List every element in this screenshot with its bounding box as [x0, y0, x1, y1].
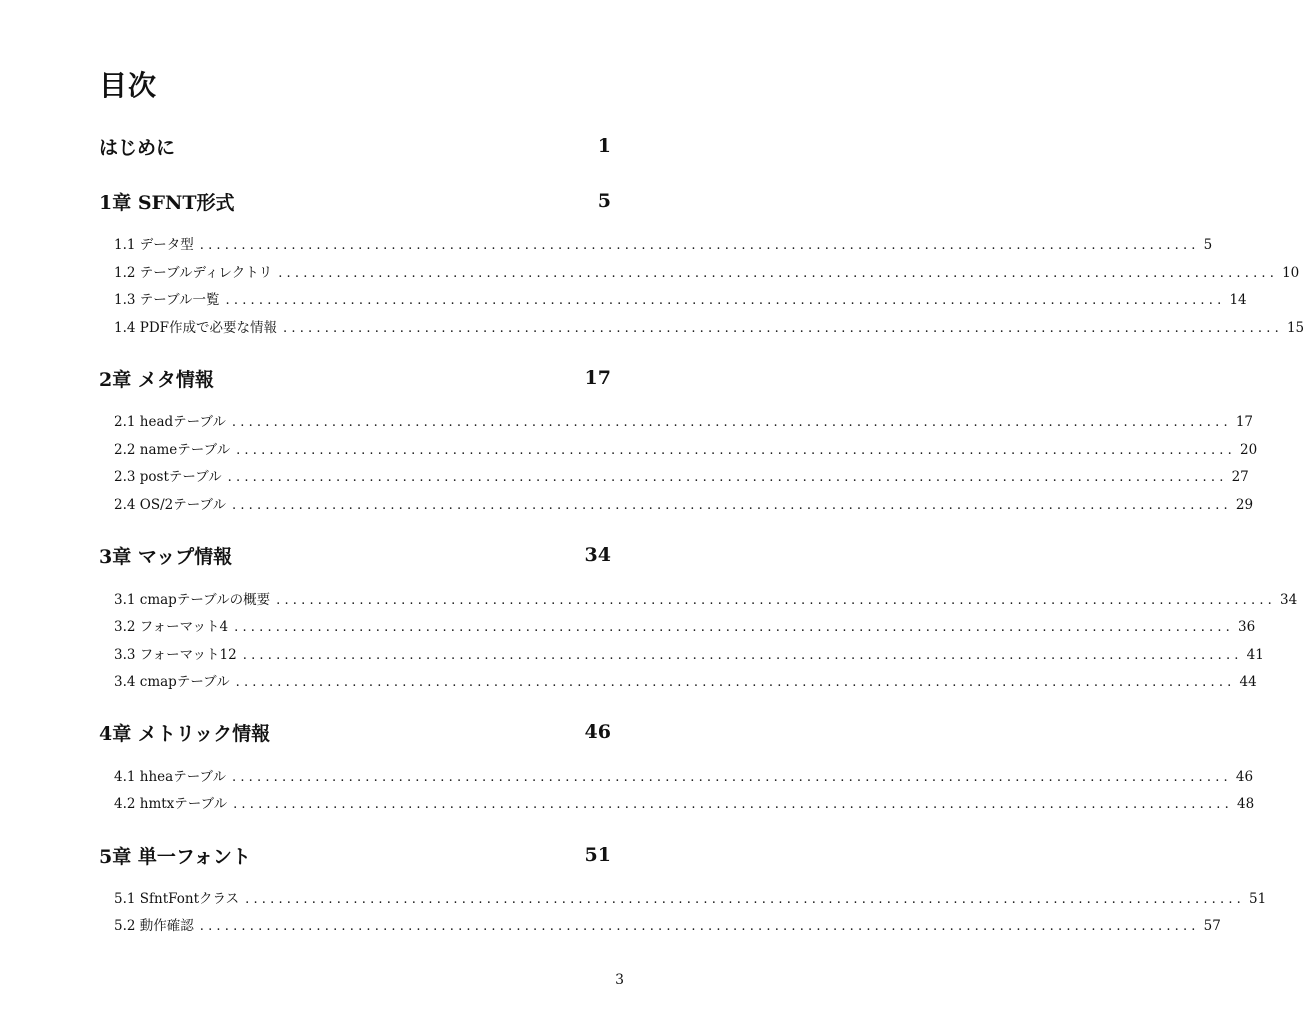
dot-leader: ........................................................................................................................ [227, 470, 1228, 485]
section-title: 4.2 hmtxテーブル [114, 796, 228, 812]
toc-section-1-4[interactable] [114, 316, 1304, 336]
toc-section-1-3[interactable] [114, 288, 1247, 308]
toc-chapter-4[interactable] [99, 718, 611, 746]
dot-leader: ........................................................................................................................ [233, 797, 1233, 812]
dot-leader: ........................................................................................................................ [225, 293, 1226, 308]
dot-leader: ........................................................................................................................ [276, 593, 1276, 608]
toc-chapter-5[interactable] [99, 841, 611, 869]
dot-leader: ........................................................................................................................ [278, 266, 1279, 281]
section-page: 34 [1280, 592, 1298, 608]
section-page: 46 [1235, 769, 1254, 785]
toc-chapter-1[interactable] [99, 187, 611, 215]
toc-chapter-2[interactable] [99, 364, 611, 392]
section-page: 27 [1231, 469, 1249, 485]
toc-section-3-4[interactable] [114, 670, 1257, 690]
toc-section-1-1[interactable] [114, 233, 1213, 253]
section-title: 1.3 テーブル一覧 [114, 292, 220, 308]
section-title: 1.1 データ型 [114, 237, 194, 253]
toc-section-1-2[interactable] [114, 261, 1300, 281]
dot-leader: ........................................................................................................................ [231, 415, 1232, 430]
dot-leader: ........................................................................................................................ [236, 443, 1236, 458]
section-title: 5.1 SfntFontクラス [114, 891, 240, 907]
chapter-page: 17 [584, 367, 611, 389]
section-title: 2.1 headテーブル [114, 414, 226, 430]
dot-leader: ........................................................................................................................ [242, 648, 1243, 663]
toc-section-2-1[interactable] [114, 410, 1253, 430]
toc-section-2-4[interactable] [114, 493, 1254, 513]
toc-section-2-2[interactable] [114, 438, 1258, 458]
section-page: 15 [1286, 320, 1304, 336]
toc-section-4-2[interactable] [114, 792, 1255, 812]
section-title: 3.3 フォーマット12 [114, 647, 237, 663]
section-page: 51 [1249, 891, 1267, 907]
dot-leader: ........................................................................................................................ [245, 892, 1245, 907]
toc-section-4-1[interactable] [114, 765, 1254, 785]
section-page: 48 [1236, 796, 1255, 812]
section-page: 20 [1239, 442, 1258, 458]
toc-chapter-3[interactable] [99, 541, 611, 569]
dot-leader: ........................................................................................................................ [232, 498, 1232, 513]
chapter-page: 51 [584, 844, 611, 866]
section-title: 2.4 OS/2テーブル [114, 497, 226, 513]
dot-leader: ........................................................................................................................ [231, 770, 1232, 785]
toc-section-2-3[interactable] [114, 465, 1249, 485]
chapter-page: 46 [584, 721, 611, 743]
chapter-title: 3章 マップ情報 [99, 545, 233, 568]
section-page: 57 [1203, 918, 1221, 934]
section-title: 2.2 nameテーブル [114, 442, 231, 458]
page-title: 目次 [99, 69, 158, 102]
section-page: 10 [1282, 265, 1300, 281]
toc-section-3-3[interactable] [114, 643, 1264, 663]
section-title: 3.1 cmapテーブルの概要 [114, 592, 271, 608]
dot-leader: ........................................................................................................................ [199, 238, 1200, 253]
section-title: 4.1 hheaテーブル [114, 769, 226, 785]
toc-section-3-2[interactable] [114, 615, 1256, 635]
section-title: 5.2 動作確認 [114, 918, 194, 934]
section-title: 1.4 PDF作成で必要な情報 [114, 320, 278, 336]
chapter-page: 5 [597, 190, 611, 212]
dot-leader: ........................................................................................................................ [235, 675, 1236, 690]
chapter-page: 34 [584, 544, 611, 566]
section-page: 41 [1246, 647, 1264, 663]
toc-section-5-2[interactable] [114, 914, 1221, 934]
chapter-title: 5章 単一フォント [99, 845, 251, 868]
toc-section-5-1[interactable] [114, 887, 1267, 907]
page-number: 3 [615, 972, 624, 988]
dot-leader: ........................................................................................................................ [234, 620, 1235, 635]
section-page: 44 [1239, 674, 1257, 690]
chapter-title: 4章 メトリック情報 [99, 722, 271, 745]
dot-leader: ........................................................................................................................ [199, 919, 1200, 934]
section-title: 2.3 postテーブル [114, 469, 222, 485]
section-page: 36 [1238, 619, 1256, 635]
chapter-page: 1 [597, 135, 611, 157]
dot-leader: ........................................................................................................................ [283, 321, 1283, 336]
chapter-title: はじめに [99, 136, 176, 159]
chapter-title: 1章 SFNT形式 [99, 191, 235, 214]
chapter-title: 2章 メタ情報 [99, 368, 214, 391]
section-title: 1.2 テーブルディレクトリ [114, 265, 273, 281]
section-page: 14 [1229, 292, 1247, 308]
toc-section-3-1[interactable] [114, 588, 1298, 608]
section-page: 29 [1235, 497, 1254, 513]
toc-chapter-intro[interactable] [99, 132, 611, 160]
section-page: 5 [1203, 237, 1213, 253]
section-title: 3.2 フォーマット4 [114, 619, 229, 635]
section-page: 17 [1235, 414, 1253, 430]
section-title: 3.4 cmapテーブル [114, 674, 230, 690]
